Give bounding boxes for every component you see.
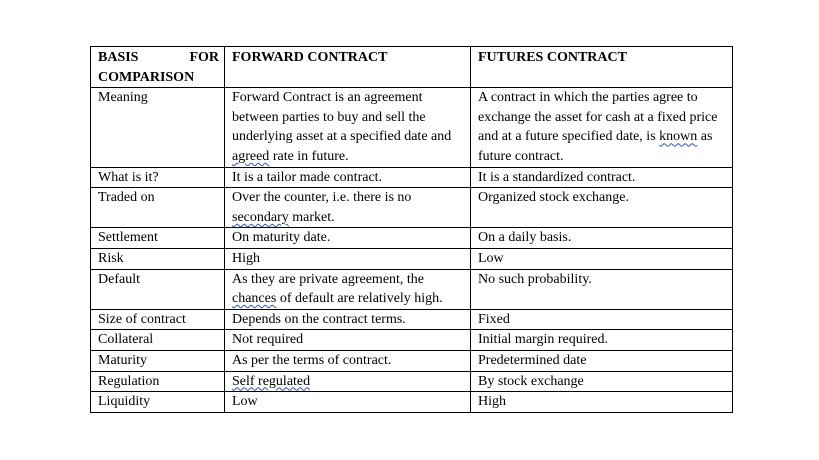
cell-text: market. bbox=[288, 209, 335, 225]
header-for-word: FOR bbox=[189, 50, 219, 65]
basis-cell: Regulation bbox=[91, 371, 225, 392]
spellcheck-flagged-word: secondary bbox=[232, 209, 289, 225]
basis-cell: Liquidity bbox=[91, 392, 225, 413]
forward-cell: As per the terms of contract. bbox=[225, 350, 471, 371]
forward-cell: Not required bbox=[225, 330, 471, 351]
basis-cell: Settlement bbox=[91, 228, 225, 249]
cell-text: as future contract. bbox=[478, 129, 713, 164]
basis-cell: Meaning bbox=[91, 88, 225, 167]
spellcheck-flagged-word: chances bbox=[232, 291, 277, 307]
futures-cell: Low bbox=[471, 248, 733, 269]
basis-cell: Traded on bbox=[91, 188, 225, 228]
basis-cell: Default bbox=[91, 269, 225, 309]
cell-text: A contract in which the parties agree to exchange the asset for cash at a fixed price and at a future specified date, is bbox=[478, 90, 718, 145]
futures-cell: Fixed bbox=[471, 309, 733, 330]
header-forward-contract: FORWARD CONTRACT bbox=[225, 47, 471, 88]
futures-cell: No such probability. bbox=[471, 269, 733, 309]
table-row-settlement bbox=[91, 228, 733, 249]
basis-cell: What is it? bbox=[91, 167, 225, 188]
table-row-regulation bbox=[91, 371, 733, 392]
basis-cell: Size of contract bbox=[91, 309, 225, 330]
basis-cell: Risk bbox=[91, 248, 225, 269]
header-futures-contract: FUTURES CONTRACT bbox=[471, 47, 733, 88]
table-row-maturity bbox=[91, 350, 733, 371]
table-row-liquidity bbox=[91, 392, 733, 413]
basis-cell: Maturity bbox=[91, 350, 225, 371]
header-comparison-word: COMPARISON bbox=[98, 69, 195, 85]
cell-text: Forward Contract is an agreement between parties to buy and sell the underlying asset at a specified date and bbox=[232, 90, 452, 145]
cell-text: rate in future. bbox=[269, 148, 349, 164]
spellcheck-flagged-word: Self regulated bbox=[232, 373, 311, 389]
header-basis-for-comparison bbox=[91, 47, 225, 88]
comparison-table bbox=[90, 46, 733, 413]
cell-text: Over the counter, i.e. there is no bbox=[232, 190, 412, 206]
forward-cell: On maturity date. bbox=[225, 228, 471, 249]
table-row-meaning bbox=[91, 88, 733, 167]
header-basis-word: BASIS bbox=[98, 50, 139, 65]
table-row-collateral bbox=[91, 330, 733, 351]
table-row-traded-on bbox=[91, 188, 733, 228]
forward-cell bbox=[225, 371, 471, 392]
table-row-size-of-contract bbox=[91, 309, 733, 330]
futures-cell: Initial margin required. bbox=[471, 330, 733, 351]
futures-cell: High bbox=[471, 392, 733, 413]
spellcheck-flagged-word: known bbox=[659, 129, 698, 145]
cell-text: As they are private agreement, the bbox=[232, 271, 425, 287]
forward-cell bbox=[225, 269, 471, 309]
forward-cell: It is a tailor made contract. bbox=[225, 167, 471, 188]
forward-cell: Depends on the contract terms. bbox=[225, 309, 471, 330]
forward-cell: High bbox=[225, 248, 471, 269]
forward-cell: Low bbox=[225, 392, 471, 413]
spellcheck-flagged-word: agreed bbox=[232, 148, 270, 164]
table-row-risk bbox=[91, 248, 733, 269]
futures-cell: Predetermined date bbox=[471, 350, 733, 371]
table-row-default bbox=[91, 269, 733, 309]
table-header-row bbox=[91, 47, 733, 88]
futures-cell: It is a standardized contract. bbox=[471, 167, 733, 188]
basis-cell: Collateral bbox=[91, 330, 225, 351]
futures-cell: Organized stock exchange. bbox=[471, 188, 733, 228]
futures-cell: On a daily basis. bbox=[471, 228, 733, 249]
forward-cell bbox=[225, 88, 471, 167]
table-row-what-is-it bbox=[91, 167, 733, 188]
futures-cell: By stock exchange bbox=[471, 371, 733, 392]
futures-cell bbox=[471, 88, 733, 167]
cell-text: of default are relatively high. bbox=[276, 291, 443, 307]
forward-cell bbox=[225, 188, 471, 228]
